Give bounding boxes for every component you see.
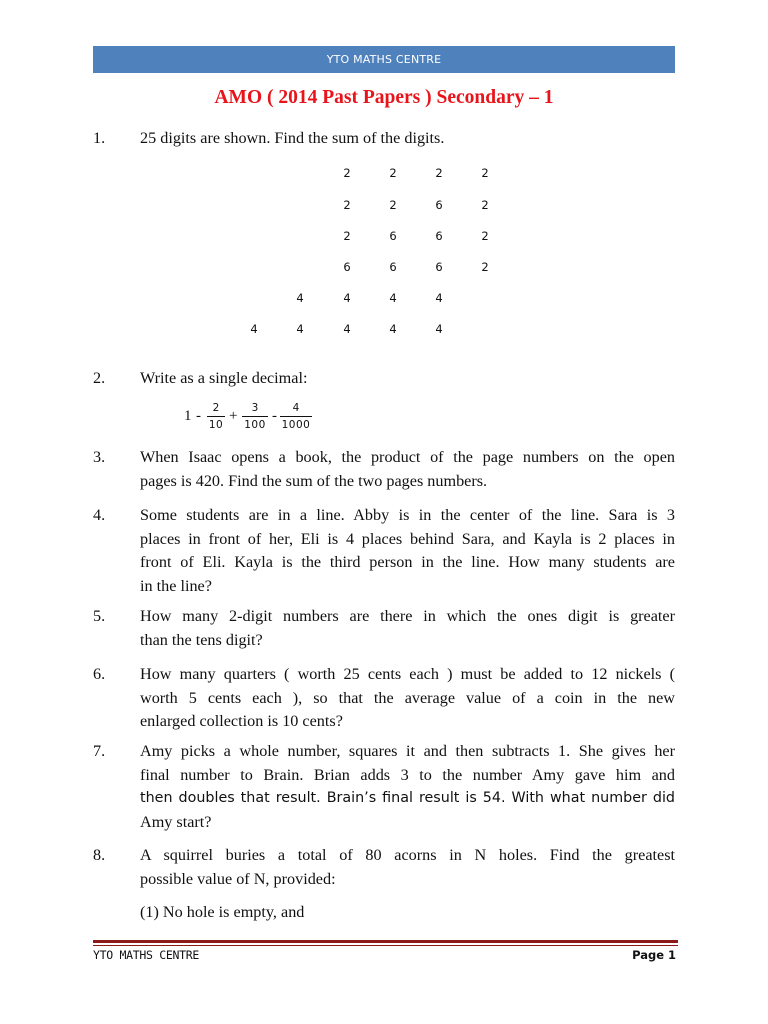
footer-left-text: YTO MATHS CENTRE bbox=[93, 948, 199, 962]
text-line: How many quarters ( worth 25 cents each ) must be added to 12 nickels ( bbox=[140, 665, 675, 683]
text-line: final number to Brain. Brian adds 3 to the number Amy gave him and bbox=[140, 765, 675, 784]
question-number: 5. bbox=[93, 607, 106, 625]
digit-cell: 6 bbox=[435, 198, 443, 212]
question-3 bbox=[0, 446, 768, 496]
question-text: 25 digits are shown. Find the sum of the digits. bbox=[140, 129, 445, 147]
text-line: worth 5 cents each ), so that the average value of a coin in the new bbox=[140, 688, 675, 707]
fraction-numerator: 3 bbox=[251, 402, 259, 414]
fraction-bar bbox=[207, 416, 225, 417]
digit-cell: 2 bbox=[481, 229, 489, 243]
digit-cell: 4 bbox=[296, 291, 304, 305]
question-text bbox=[140, 740, 675, 834]
fraction-denominator: 1000 bbox=[281, 419, 311, 431]
fraction-denominator: 100 bbox=[244, 419, 266, 431]
fraction-2 bbox=[242, 402, 268, 432]
digit-cell: 2 bbox=[435, 166, 443, 180]
digit-cell: 2 bbox=[481, 166, 489, 180]
condition-text: (1) No hole is empty, and bbox=[140, 903, 305, 921]
text-line: enlarged collection is 10 cents? bbox=[140, 712, 343, 730]
question-4 bbox=[0, 504, 768, 600]
text-line: pages is 420. Find the sum of the two pages numbers. bbox=[140, 471, 488, 490]
text-line: places in front of her, Eli is 4 places behind Sara, and Kayla is 2 places in bbox=[140, 529, 675, 548]
text-line: than the tens digit? bbox=[140, 630, 263, 649]
fraction-numerator: 2 bbox=[212, 402, 220, 414]
question-1 bbox=[0, 127, 768, 157]
digit-cell: 6 bbox=[389, 260, 397, 274]
page-title: AMO ( 2014 Past Papers ) Secondary – 1 bbox=[214, 87, 554, 108]
header-banner bbox=[93, 46, 675, 73]
question-number: 7. bbox=[93, 742, 106, 760]
text-line: A squirrel buries a total of 80 acorns in N holes. Find the greatest bbox=[140, 846, 675, 864]
page-number: Page 1 bbox=[632, 948, 676, 962]
text-line: then doubles that result. Brain’s final result is 54. With what number did bbox=[140, 790, 675, 806]
question-text bbox=[140, 446, 675, 493]
text-line: front of Eli. Kayla is the third person in the line. How many students are bbox=[140, 553, 675, 571]
digit-cell: 2 bbox=[343, 198, 351, 212]
question-number: 3. bbox=[93, 448, 106, 466]
digit-cell: 4 bbox=[296, 322, 304, 336]
digit-cell: 6 bbox=[343, 260, 351, 274]
digit-cell: 2 bbox=[389, 166, 397, 180]
fraction-denominator: 10 bbox=[208, 419, 224, 431]
digit-cell: 6 bbox=[435, 229, 443, 243]
digit-cell: 4 bbox=[389, 291, 397, 305]
digit-cell: 4 bbox=[250, 322, 258, 336]
digit-cell: 6 bbox=[435, 260, 443, 274]
question-text bbox=[140, 663, 675, 734]
expr-minus-2: - bbox=[272, 408, 277, 424]
question-number: 2. bbox=[93, 369, 106, 387]
digit-cell: 2 bbox=[343, 166, 351, 180]
digit-cell: 6 bbox=[389, 229, 397, 243]
fraction-3 bbox=[280, 402, 312, 432]
question-5 bbox=[0, 605, 768, 655]
expr-minus-1: - bbox=[196, 408, 201, 424]
digit-cell: 2 bbox=[481, 260, 489, 274]
question-text bbox=[140, 844, 675, 891]
text-line: Amy picks a whole number, squares it and then subtracts 1. She gives her bbox=[140, 742, 675, 760]
footer-rule-thin bbox=[93, 945, 678, 946]
digit-cell: 2 bbox=[343, 229, 351, 243]
question-number: 4. bbox=[93, 506, 106, 524]
digit-cell: 4 bbox=[343, 291, 351, 305]
question-text bbox=[140, 605, 675, 652]
question-number: 6. bbox=[93, 665, 106, 683]
digit-cell: 4 bbox=[435, 291, 443, 305]
digit-cell: 2 bbox=[389, 198, 397, 212]
text-line: When Isaac opens a book, the product of the page numbers on the open bbox=[140, 448, 675, 466]
question-number: 8. bbox=[93, 846, 106, 864]
text-line: in the line? bbox=[140, 576, 212, 595]
digit-cell: 2 bbox=[481, 198, 489, 212]
digit-cell: 4 bbox=[389, 322, 397, 336]
digit-cell: 4 bbox=[343, 322, 351, 336]
question-6 bbox=[0, 663, 768, 737]
question-text: Write as a single decimal: bbox=[140, 369, 308, 387]
fraction-1 bbox=[207, 402, 225, 432]
question-2 bbox=[0, 367, 768, 395]
question-number: 1. bbox=[93, 129, 106, 147]
text-line: Some students are in a line. Abby is in the center of the line. Sara is 3 bbox=[140, 506, 675, 524]
question-8 bbox=[0, 844, 768, 894]
question-text bbox=[140, 504, 675, 598]
text-line: possible value of N, provided: bbox=[140, 869, 336, 888]
text-line: Amy start? bbox=[140, 812, 212, 831]
header-banner-text: YTO MATHS CENTRE bbox=[326, 53, 442, 66]
expr-one: 1 bbox=[184, 408, 192, 424]
footer-rule-thick bbox=[93, 940, 678, 943]
question-7 bbox=[0, 740, 768, 836]
fraction-bar bbox=[242, 416, 268, 417]
expr-plus: + bbox=[229, 408, 238, 424]
fraction-bar bbox=[280, 416, 312, 417]
digit-cell: 4 bbox=[435, 322, 443, 336]
text-line: How many 2-digit numbers are there in which the ones digit is greater bbox=[140, 607, 675, 625]
fraction-numerator: 4 bbox=[292, 402, 300, 414]
question-8-condition bbox=[0, 901, 768, 927]
